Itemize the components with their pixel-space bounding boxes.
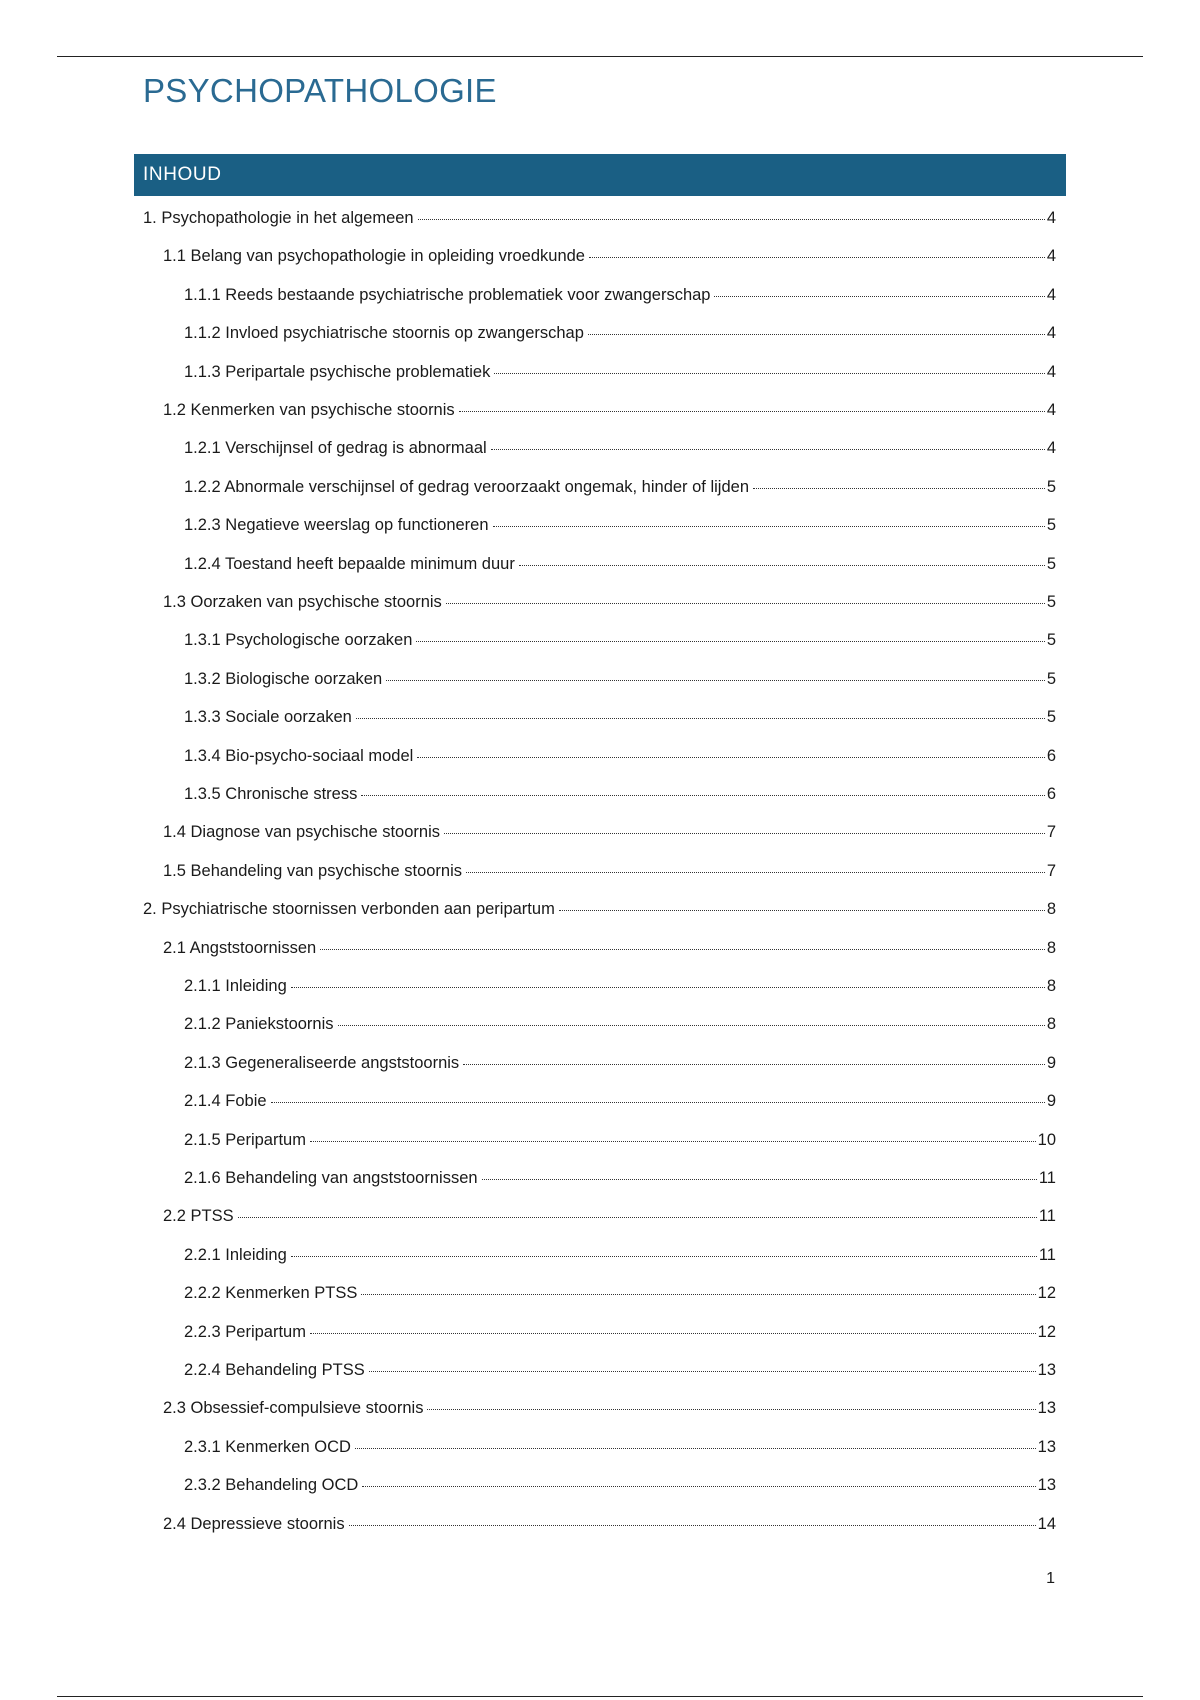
toc-entry-label: 1.2 Kenmerken van psychische stoornis <box>163 401 455 419</box>
toc-entry[interactable] <box>184 284 1056 306</box>
toc-heading-bar <box>134 154 1066 196</box>
footer-rule <box>57 1696 1143 1697</box>
toc-entry-page: 13 <box>1037 1438 1056 1456</box>
toc-entry[interactable] <box>184 514 1056 536</box>
toc-entry-page: 13 <box>1037 1361 1056 1379</box>
toc-entry[interactable] <box>163 1397 1056 1419</box>
toc-entry-label: 2.1.3 Gegeneraliseerde angststoornis <box>184 1054 460 1072</box>
toc-dot-leader <box>418 219 1045 220</box>
toc-dot-leader <box>491 449 1045 450</box>
toc-entry-page: 4 <box>1046 439 1056 457</box>
toc-entry-label: 1.2.1 Verschijnsel of gedrag is abnormaal <box>184 439 487 457</box>
toc-entry[interactable] <box>163 1205 1056 1227</box>
toc-entry-label: 2.1.6 Behandeling van angststoornissen <box>184 1169 478 1187</box>
toc-dot-leader <box>519 565 1045 566</box>
toc-entry-label: 2.2.2 Kenmerken PTSS <box>184 1284 358 1302</box>
toc-dot-leader <box>386 680 1045 681</box>
toc-entry-label: 2. Psychiatrische stoornissen verbonden aan peripartum <box>143 900 555 918</box>
toc-entry[interactable] <box>184 322 1056 344</box>
toc-entry-label: 2.2.4 Behandeling PTSS <box>184 1361 365 1379</box>
toc-entry-page: 14 <box>1037 1515 1056 1533</box>
toc-entry-page: 13 <box>1037 1399 1056 1417</box>
toc-entry-label: 1.1.1 Reeds bestaande psychiatrische problematiek voor zwangerschap <box>184 286 711 304</box>
toc-entry-label: 2.1 Angststoornissen <box>163 939 317 957</box>
toc-entry-label: 1.1 Belang van psychopathologie in opleiding vroedkunde <box>163 247 585 265</box>
toc-entry[interactable] <box>184 668 1056 690</box>
toc-entry-label: 1.5 Behandeling van psychische stoornis <box>163 862 463 880</box>
toc-entry-label: 1.3.4 Bio-psycho-sociaal model <box>184 747 414 765</box>
toc-entry[interactable] <box>184 553 1056 575</box>
toc-heading: INHOUD <box>143 164 222 185</box>
toc-dot-leader <box>355 1448 1036 1449</box>
toc-entry-page: 4 <box>1046 247 1056 265</box>
toc-dot-leader <box>369 1371 1036 1372</box>
toc-entry[interactable] <box>184 361 1056 383</box>
toc-entry[interactable] <box>163 399 1056 421</box>
toc-entry[interactable] <box>163 937 1056 959</box>
toc-entry-page: 9 <box>1046 1054 1056 1072</box>
toc-entry-label: 1.2.2 Abnormale verschijnsel of gedrag veroorzaakt ongemak, hinder of lijden <box>184 478 749 496</box>
toc-entry[interactable] <box>163 860 1056 882</box>
toc-entry-page: 4 <box>1046 401 1056 419</box>
toc-entry-label: 1.2.3 Negatieve weerslag op functioneren <box>184 516 489 534</box>
toc-entry[interactable] <box>184 476 1056 498</box>
toc-entry[interactable] <box>184 975 1056 997</box>
toc-entry[interactable] <box>163 591 1056 613</box>
document-title: PSYCHOPATHOLOGIE <box>143 72 497 109</box>
toc-entry-page: 8 <box>1046 977 1056 995</box>
toc-entry[interactable] <box>184 1282 1056 1304</box>
toc-dot-leader <box>416 641 1044 642</box>
toc-entry-page: 11 <box>1038 1246 1056 1264</box>
toc-entry-label: 1.2.4 Toestand heeft bepaalde minimum duur <box>184 555 515 573</box>
toc-dot-leader <box>291 987 1045 988</box>
toc-entry-page: 4 <box>1046 286 1056 304</box>
toc-dot-leader <box>338 1025 1045 1026</box>
toc-entry-page: 5 <box>1046 516 1056 534</box>
toc-dot-leader <box>349 1525 1036 1526</box>
toc-entry[interactable] <box>163 245 1056 267</box>
toc-entry-page: 4 <box>1046 324 1056 342</box>
toc-entry[interactable] <box>184 1474 1056 1496</box>
toc-entry-label: 2.3.1 Kenmerken OCD <box>184 1438 351 1456</box>
toc-entry-page: 11 <box>1038 1169 1056 1187</box>
toc-entry-label: 2.2.3 Peripartum <box>184 1323 306 1341</box>
toc-entry-label: 2.2.1 Inleiding <box>184 1246 287 1264</box>
toc-dot-leader <box>417 757 1045 758</box>
page-number: 1 <box>1046 1570 1055 1587</box>
toc-entry-page: 12 <box>1037 1284 1056 1302</box>
toc-dot-leader <box>482 1179 1037 1180</box>
toc-entry[interactable] <box>143 898 1056 920</box>
toc-dot-leader <box>444 833 1045 834</box>
header-rule <box>57 56 1143 57</box>
toc-dot-leader <box>559 910 1045 911</box>
toc-entry-label: 2.2 PTSS <box>163 1207 234 1225</box>
toc-dot-leader <box>361 1294 1035 1295</box>
toc-dot-leader <box>271 1102 1045 1103</box>
toc-entry-label: 2.1.1 Inleiding <box>184 977 287 995</box>
toc-entry-page: 9 <box>1046 1092 1056 1110</box>
toc-entry-label: 1.3.5 Chronische stress <box>184 785 358 803</box>
toc-entry-page: 13 <box>1037 1476 1056 1494</box>
toc-entry-page: 12 <box>1037 1323 1056 1341</box>
toc-dot-leader <box>466 872 1045 873</box>
toc-entry-label: 2.1.4 Fobie <box>184 1092 267 1110</box>
toc-entry-label: 2.4 Depressieve stoornis <box>163 1515 345 1533</box>
toc-entry[interactable] <box>184 1436 1056 1458</box>
toc-entry-page: 6 <box>1046 747 1056 765</box>
toc-dot-leader <box>356 718 1045 719</box>
toc-entry-page: 7 <box>1046 823 1056 841</box>
toc-entry[interactable] <box>184 629 1056 651</box>
toc-entry-page: 11 <box>1038 1207 1056 1225</box>
toc-entry-page: 8 <box>1046 1015 1056 1033</box>
toc-dot-leader <box>238 1217 1037 1218</box>
toc-dot-leader <box>320 949 1045 950</box>
toc-entry-label: 1.3.3 Sociale oorzaken <box>184 708 352 726</box>
toc-dot-leader <box>427 1409 1035 1410</box>
toc-entry[interactable] <box>163 1513 1056 1535</box>
toc-entry[interactable] <box>163 821 1056 843</box>
toc-dot-leader <box>714 296 1044 297</box>
toc-entry-page: 10 <box>1037 1131 1056 1149</box>
toc-entry-label: 2.3.2 Behandeling OCD <box>184 1476 359 1494</box>
toc-entry-label: 1.1.2 Invloed psychiatrische stoornis op zwangerschap <box>184 324 584 342</box>
toc-dot-leader <box>310 1333 1036 1334</box>
toc-entry-page: 5 <box>1046 631 1056 649</box>
toc-dot-leader <box>494 373 1044 374</box>
toc-entry-label: 2.1.2 Paniekstoornis <box>184 1015 334 1033</box>
toc-entry[interactable] <box>143 207 1056 229</box>
toc-entry-label: 1.4 Diagnose van psychische stoornis <box>163 823 440 841</box>
toc-entry-page: 5 <box>1046 670 1056 688</box>
toc-entry-page: 5 <box>1046 708 1056 726</box>
toc-entry[interactable] <box>184 1013 1056 1035</box>
toc-entry-label: 1.3 Oorzaken van psychische stoornis <box>163 593 442 611</box>
toc-dot-leader <box>493 526 1045 527</box>
toc-entry[interactable] <box>184 1359 1056 1381</box>
toc-entry[interactable] <box>184 437 1056 459</box>
toc-entry[interactable] <box>184 1090 1056 1112</box>
toc-entry-page: 8 <box>1046 900 1056 918</box>
toc-dot-leader <box>589 257 1045 258</box>
toc-entry-page: 4 <box>1046 209 1056 227</box>
toc-entry[interactable] <box>184 1052 1056 1074</box>
toc-entry-page: 7 <box>1046 862 1056 880</box>
toc-dot-leader <box>463 1064 1045 1065</box>
toc-dot-leader <box>588 334 1045 335</box>
toc-entry-page: 5 <box>1046 555 1056 573</box>
toc-entry-page: 8 <box>1046 939 1056 957</box>
toc-entry[interactable] <box>184 745 1056 767</box>
toc-entry[interactable] <box>184 1129 1056 1151</box>
toc-entry[interactable] <box>184 1167 1056 1189</box>
toc-dot-leader <box>753 488 1045 489</box>
toc-dot-leader <box>362 1486 1035 1487</box>
toc-entry-label: 1. Psychopathologie in het algemeen <box>143 209 414 227</box>
toc-entry-label: 1.3.2 Biologische oorzaken <box>184 670 383 688</box>
toc-dot-leader <box>291 1256 1037 1257</box>
toc-entry-label: 2.3 Obsessief-compulsieve stoornis <box>163 1399 424 1417</box>
toc-entry-label: 1.1.3 Peripartale psychische problematiek <box>184 363 491 381</box>
toc-dot-leader <box>459 411 1045 412</box>
toc-entry[interactable] <box>184 1244 1056 1266</box>
toc-entry-label: 2.1.5 Peripartum <box>184 1131 306 1149</box>
toc-entry-page: 4 <box>1046 363 1056 381</box>
toc-entry[interactable] <box>184 783 1056 805</box>
toc-entry[interactable] <box>184 706 1056 728</box>
toc-entry-page: 6 <box>1046 785 1056 803</box>
toc-entry-page: 5 <box>1046 593 1056 611</box>
toc-entry-label: 1.3.1 Psychologische oorzaken <box>184 631 413 649</box>
toc-dot-leader <box>446 603 1045 604</box>
toc-dot-leader <box>361 795 1044 796</box>
toc-entry[interactable] <box>184 1321 1056 1343</box>
toc-entry-page: 5 <box>1046 478 1056 496</box>
toc-dot-leader <box>310 1141 1036 1142</box>
